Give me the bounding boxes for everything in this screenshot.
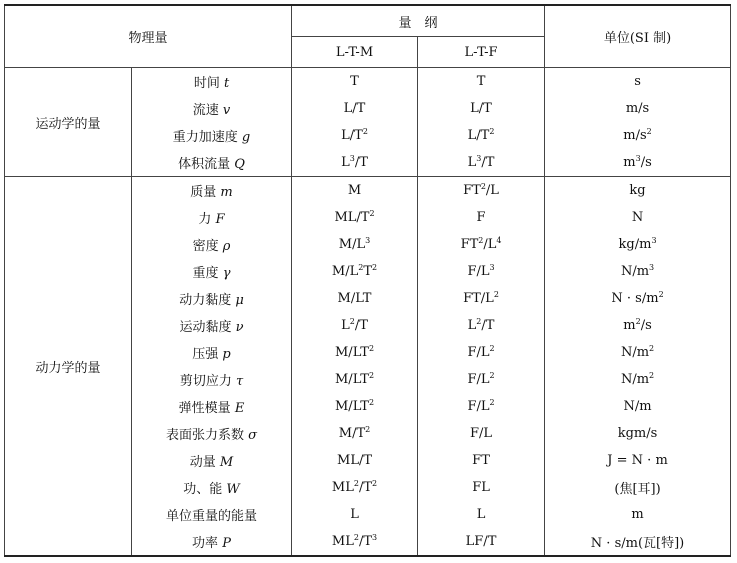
dim-ltm-cell: L/T <box>292 95 418 122</box>
physical-quantities-table <box>4 4 731 557</box>
dim-ltf-cell: L <box>418 501 545 528</box>
unit-cell: $kg/m^3$ <box>545 231 731 258</box>
quantity-name: 时间 t <box>132 68 292 96</box>
unit-cell: $N \cdot s/m^2$ <box>545 285 731 312</box>
table-row <box>5 177 731 205</box>
table-body <box>5 68 731 557</box>
dim-ltm-cell: $M/L^3$ <box>292 231 418 258</box>
dim-ltm-cell: M <box>292 177 418 205</box>
dim-ltf-cell: $FT/L^2$ <box>418 285 545 312</box>
unit-cell: $m^3/s$ <box>545 149 731 177</box>
quantity-name: 流速 v <box>132 95 292 122</box>
unit-cell: kgm/s <box>545 420 731 447</box>
dim-ltm-cell: $L^3/T$ <box>292 149 418 177</box>
unit-cell: J = N · m <box>545 447 731 474</box>
quantity-name: 密度 ρ <box>132 231 292 258</box>
dim-ltf-cell: $L^3/T$ <box>418 149 545 177</box>
quantity-symbol: W <box>226 482 240 497</box>
header-ltf: L-T-F <box>418 37 545 68</box>
quantity-name: 力 F <box>132 204 292 231</box>
unit-cell: N · s/m(瓦[特]) <box>545 528 731 556</box>
dim-ltm-cell: $M/LT^2$ <box>292 339 418 366</box>
dim-ltm-cell: M/LT <box>292 285 418 312</box>
quantity-name: 运动黏度 ν <box>132 312 292 339</box>
quantity-symbol: p <box>222 347 231 362</box>
unit-cell: s <box>545 68 731 96</box>
quantity-symbol: M <box>219 455 234 470</box>
quantity-symbol: g <box>241 130 251 145</box>
quantity-name: 重力加速度 g <box>132 122 292 149</box>
quantity-symbol: σ <box>248 428 258 443</box>
dim-ltm-cell: L <box>292 501 418 528</box>
unit-cell: kg <box>545 177 731 205</box>
quantity-symbol: P <box>222 536 231 551</box>
dim-ltm-cell: ML/T <box>292 447 418 474</box>
quantity-symbol: v <box>222 103 231 118</box>
dim-ltf-cell: $L^2/T$ <box>418 312 545 339</box>
quantity-name: 动力黏度 μ <box>132 285 292 312</box>
unit-cell: N <box>545 204 731 231</box>
dim-ltf-cell: $L/T^2$ <box>418 122 545 149</box>
quantity-name: 剪切应力 τ <box>132 366 292 393</box>
unit-cell: $N/m^2$ <box>545 339 731 366</box>
quantity-name: 单位重量的能量 <box>132 501 292 528</box>
quantity-name: 压强 p <box>132 339 292 366</box>
quantity-name: 表面张力系数 σ <box>132 420 292 447</box>
header-dimension: 量 纲 <box>292 5 545 37</box>
dim-ltf-cell: T <box>418 68 545 96</box>
dim-ltf-cell: F <box>418 204 545 231</box>
dim-ltf-cell: FT <box>418 447 545 474</box>
dim-ltm-cell: $M/LT^2$ <box>292 366 418 393</box>
dim-ltf-cell: $FT^2/L^4$ <box>418 231 545 258</box>
unit-cell: m/s <box>545 95 731 122</box>
dim-ltf-cell: $FT^2/L$ <box>418 177 545 205</box>
unit-cell: N/m <box>545 393 731 420</box>
group-label: 运动学的量 <box>5 68 132 177</box>
dim-ltf-cell: $F/L^3$ <box>418 258 545 285</box>
quantity-symbol: ρ <box>222 239 231 254</box>
table-row <box>5 68 731 96</box>
dim-ltm-cell: $ML^2/T^3$ <box>292 528 418 556</box>
group-label: 动力学的量 <box>5 177 132 557</box>
quantity-name: 功、能 W <box>132 474 292 501</box>
dim-ltm-cell: $M/LT^2$ <box>292 393 418 420</box>
quantity-symbol: ν <box>235 320 244 335</box>
dim-ltm-cell: $L^2/T$ <box>292 312 418 339</box>
quantity-name: 功率 P <box>132 528 292 556</box>
quantity-name: 重度 γ <box>132 258 292 285</box>
quantity-name: 体积流量 Q <box>132 149 292 177</box>
unit-cell: $m^2/s$ <box>545 312 731 339</box>
dim-ltf-cell: $F/L^2$ <box>418 339 545 366</box>
dim-ltm-cell: $M/T^2$ <box>292 420 418 447</box>
dim-ltf-cell: L/T <box>418 95 545 122</box>
unit-cell: (焦[耳]) <box>545 474 731 501</box>
dim-ltf-cell: $F/L^2$ <box>418 393 545 420</box>
quantity-name: 质量 m <box>132 177 292 205</box>
quantity-symbol: E <box>234 401 245 416</box>
quantity-symbol: F <box>215 212 225 227</box>
unit-cell: m <box>545 501 731 528</box>
quantity-symbol: τ <box>235 374 244 389</box>
dim-ltm-cell: $M/L^2T^2$ <box>292 258 418 285</box>
quantity-symbol: γ <box>222 266 231 281</box>
unit-cell: $N/m^3$ <box>545 258 731 285</box>
quantity-symbol: t <box>223 76 230 91</box>
quantity-symbol: Q <box>234 157 245 172</box>
dim-ltf-cell: FL <box>418 474 545 501</box>
unit-cell: $m/s^2$ <box>545 122 731 149</box>
quantity-symbol: m <box>220 185 233 200</box>
quantity-name: 动量 M <box>132 447 292 474</box>
dim-ltf-cell: LF/T <box>418 528 545 556</box>
header-unit: 单位(SI 制) <box>545 5 731 68</box>
header-quantity: 物理量 <box>5 5 292 68</box>
header-ltm: L-T-M <box>292 37 418 68</box>
unit-cell: $N/m^2$ <box>545 366 731 393</box>
dim-ltm-cell: $ML^2/T^2$ <box>292 474 418 501</box>
dim-ltm-cell: $L/T^2$ <box>292 122 418 149</box>
dim-ltf-cell: F/L <box>418 420 545 447</box>
quantity-symbol: μ <box>235 293 244 308</box>
dim-ltm-cell: T <box>292 68 418 96</box>
dim-ltf-cell: $F/L^2$ <box>418 366 545 393</box>
quantity-name: 弹性模量 E <box>132 393 292 420</box>
dim-ltm-cell: $ML/T^2$ <box>292 204 418 231</box>
